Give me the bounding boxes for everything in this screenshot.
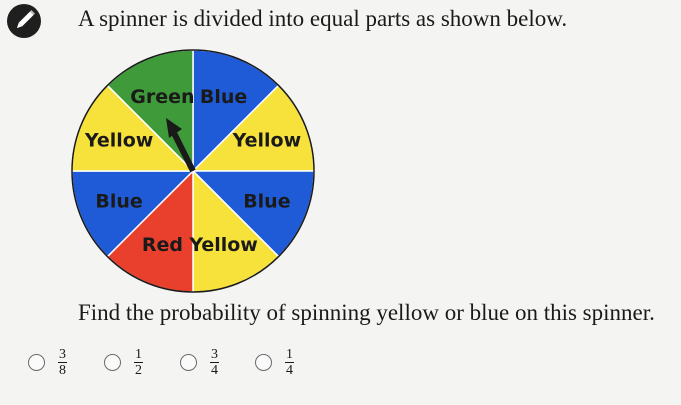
- pencil-icon: [6, 3, 42, 39]
- fraction-numerator: 3: [59, 346, 66, 362]
- fraction: [58, 347, 67, 378]
- spinner-section-label: Yellow: [232, 129, 302, 152]
- fraction: [285, 347, 294, 378]
- spinner-section-label: Blue: [199, 86, 248, 109]
- fraction-denominator: 4: [286, 362, 293, 378]
- fraction: [134, 347, 143, 378]
- question-text: A spinner is divided into equal parts as shown below.: [78, 6, 568, 31]
- radio-button[interactable]: [255, 354, 272, 371]
- fraction-denominator: 8: [59, 362, 66, 378]
- choice-option-4[interactable]: [255, 342, 294, 382]
- fraction: [210, 347, 219, 378]
- fraction-denominator: 2: [135, 362, 142, 378]
- probability-prompt: Find the probability of spinning yellow or blue on this spinner.: [78, 300, 655, 325]
- spinner-section-label: Green: [130, 86, 195, 109]
- radio-button[interactable]: [28, 354, 45, 371]
- choice-option-1[interactable]: [28, 342, 67, 382]
- spinner-wheel: [70, 48, 316, 294]
- radio-button[interactable]: [180, 354, 197, 371]
- spinner-section-label: Yellow: [189, 233, 258, 256]
- choice-option-3[interactable]: [180, 342, 219, 382]
- spinner-section-label: Yellow: [84, 129, 154, 152]
- fraction-numerator: 1: [286, 346, 293, 362]
- fraction-numerator: 1: [135, 346, 142, 362]
- spinner-section-label: Blue: [95, 190, 143, 213]
- fraction-numerator: 3: [211, 346, 218, 362]
- spinner-section-label: Blue: [243, 190, 291, 213]
- radio-button[interactable]: [104, 354, 121, 371]
- spinner-section-label: Red: [141, 233, 183, 256]
- fraction-denominator: 4: [211, 362, 218, 378]
- choice-option-2[interactable]: [104, 342, 143, 382]
